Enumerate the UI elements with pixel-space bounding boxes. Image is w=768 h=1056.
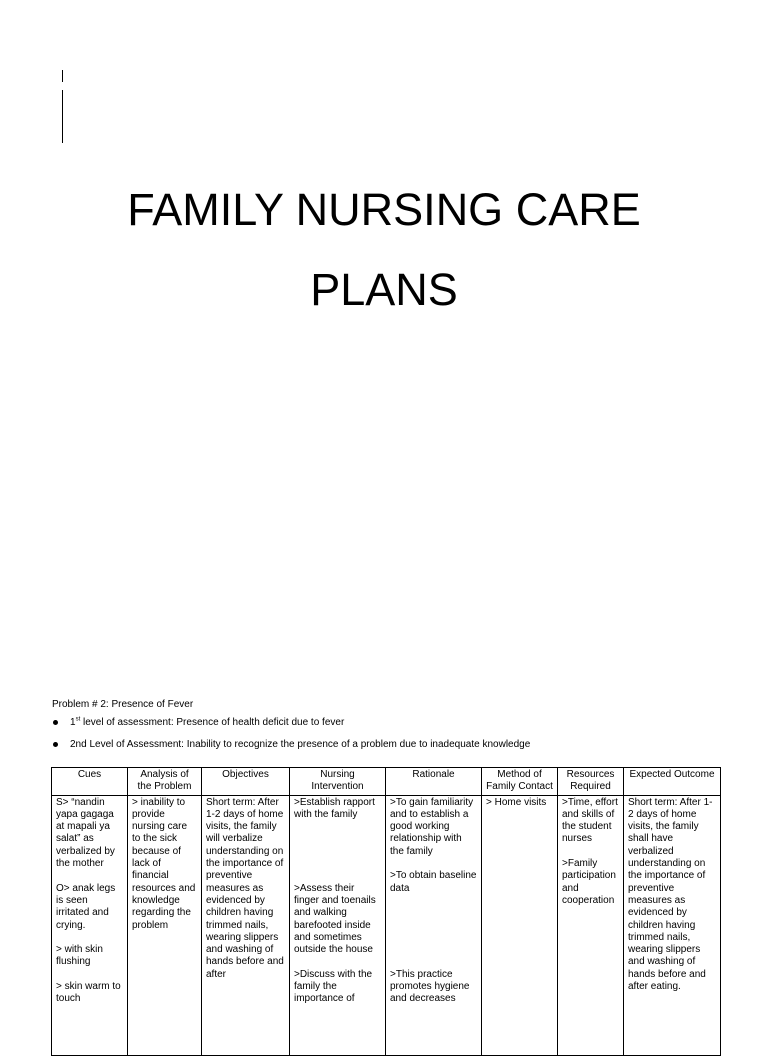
rationale-2: >To obtain baseline data [390, 870, 480, 894]
cell-resources [558, 795, 624, 1055]
document-title [0, 170, 768, 330]
rationale-3: >This practice promotes hygiene and decreases [390, 968, 473, 1005]
edge-mark-small [62, 70, 63, 82]
bullet-icon [53, 742, 58, 747]
cell-outcome [624, 795, 721, 1055]
outcome-text: Short term: After 1-2 days of home visits, the family shall have verbalized understanding on the importance of preventive measures as evidenced by children having trimmed nails, wearing slippers and washing of hands before and after eating. [628, 796, 713, 993]
assessment-item-2-text: 2nd Level of Assessment: Inability to recognize the presence of a problem due to inadequate knowledge [70, 739, 531, 750]
cues-subjective: S> “nandin yapa gagaga at mapali ya salat” as verbalized by the mother [56, 796, 118, 870]
table-header-row [52, 768, 721, 796]
method-text: > Home visits [486, 796, 547, 808]
header-resources: Resources Required [558, 768, 624, 796]
edge-mark-large [62, 90, 63, 143]
assessment-item-2 [52, 738, 530, 751]
intervention-1: >Establish rapport with the family [294, 796, 378, 820]
assessment-item-1-sup: st [75, 716, 81, 723]
header-intervention: Nursing Intervention [290, 768, 386, 796]
assessment-item-1 [52, 716, 530, 729]
intervention-3: >Discuss with the family the importance of [294, 968, 375, 1005]
cell-method [482, 795, 558, 1055]
intervention-2: >Assess their finger and toenails and walking barefooted inside and sometimes outside the house [294, 882, 379, 956]
header-rationale: Rationale [386, 768, 482, 796]
cues-skin-warm: > skin warm to touch [56, 981, 124, 1005]
cell-intervention [290, 795, 386, 1055]
assessment-item-1-text: level of assessment: Presence of health deficit due to fever [80, 717, 345, 728]
analysis-text: > inability to provide nursing care to the sick because of lack of financial resources and knowledge regarding the problem [132, 796, 199, 931]
cues-objective: O> anak legs is seen irritated and crying. [56, 882, 118, 931]
care-plan-table [51, 767, 721, 1056]
title-line-2: PLANS [310, 264, 458, 315]
header-outcome: Expected Outcome [624, 768, 721, 796]
title-line-1: FAMILY NURSING CARE [127, 184, 641, 235]
rationale-1: >To gain familiarity and to establish a good working relationship with the family [390, 796, 476, 857]
bullet-icon [53, 720, 58, 725]
cell-cues [52, 795, 128, 1055]
objectives-text: Short term: After 1-2 days of home visits, the family will verbalize understanding on the importance of preventive measures as evidenced by children having trimmed nails, wearing slippers and washing of hands before and after [206, 796, 287, 980]
cell-analysis [128, 795, 202, 1055]
header-cues: Cues [52, 768, 128, 796]
cell-objectives [202, 795, 290, 1055]
table-row [52, 795, 721, 1055]
problem-statement: Problem # 2: Presence of Fever [52, 699, 194, 710]
cues-skin-flushing: > with skin flushing [56, 944, 106, 968]
cell-rationale [386, 795, 482, 1055]
resources-1: >Time, effort and skills of the student nurses [562, 796, 621, 845]
assessment-item-1-prefix: 1 [70, 717, 76, 728]
header-analysis: Analysis of the Problem [128, 768, 202, 796]
resources-2: >Family participation and cooperation [562, 858, 619, 906]
header-method: Method of Family Contact [482, 768, 558, 796]
header-objectives: Objectives [202, 768, 290, 796]
assessment-list [52, 716, 530, 760]
